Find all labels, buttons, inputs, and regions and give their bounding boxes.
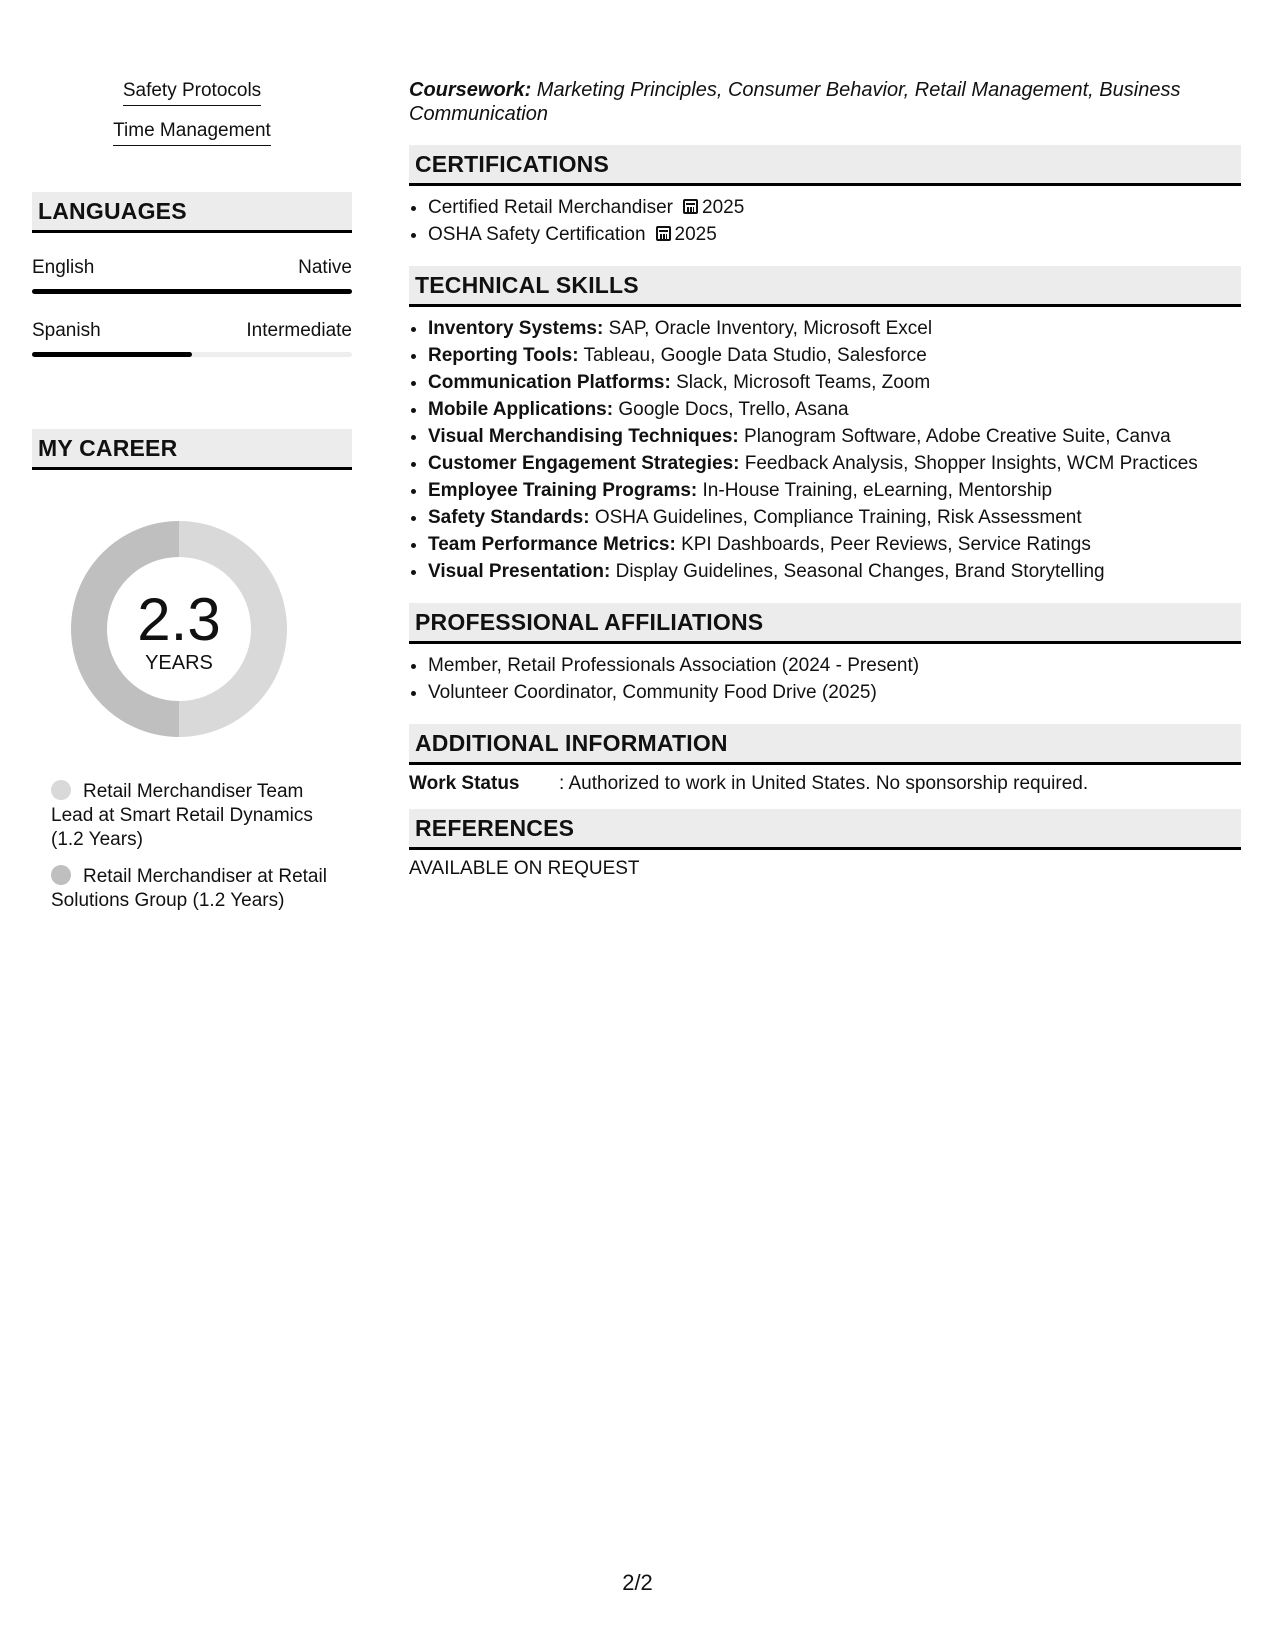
additional-info-heading: ADDITIONAL INFORMATION: [409, 724, 1241, 765]
career-legend-item: [51, 780, 341, 852]
career-total-years: 2.3: [137, 586, 221, 653]
skill-label: Mobile Applications:: [428, 399, 614, 420]
technical-skill-item: [428, 558, 1241, 585]
skill-label: Communication Platforms:: [428, 372, 671, 393]
languages-list: [32, 257, 352, 357]
work-status-value: : Authorized to work in United States. No sponsorship required.: [559, 773, 1089, 794]
technical-skill-item: [428, 504, 1241, 531]
work-status-row: [409, 773, 1241, 795]
certifications-heading: CERTIFICATIONS: [409, 145, 1241, 186]
career-heading: MY CAREER: [32, 429, 352, 470]
calendar-icon: [683, 199, 698, 214]
career-legend-text: Retail Merchandiser at Retail Solutions Group (1.2 Years): [51, 866, 327, 911]
skill-label: Employee Training Programs:: [428, 480, 698, 501]
references-heading: REFERENCES: [409, 809, 1241, 850]
language-level: Intermediate: [246, 320, 352, 341]
language-proficiency-fill: [32, 289, 352, 294]
technical-skill-item: [428, 450, 1241, 477]
affiliation-item: • Member, Retail Professionals Association (2024 - Present): [428, 652, 1241, 679]
certifications-list: [409, 194, 1241, 248]
certification-name: Certified Retail Merchandiser: [428, 197, 673, 218]
certification-year: 2025: [702, 197, 745, 218]
skill-value: Feedback Analysis, Shopper Insights, WCM Practices: [739, 453, 1198, 474]
technical-skills-heading: TECHNICAL SKILLS: [409, 266, 1241, 307]
skill-value: OSHA Guidelines, Compliance Training, Risk Assessment: [589, 507, 1082, 528]
certification-year: 2025: [674, 224, 717, 245]
affiliation-item: • Volunteer Coordinator, Community Food Drive (2025): [428, 679, 1241, 706]
skill-label: Inventory Systems:: [428, 318, 604, 339]
coursework-text: Marketing Principles, Consumer Behavior, Retail Management, Business Communication: [409, 79, 1181, 125]
technical-skill-item: [428, 477, 1241, 504]
language-proficiency-fill: [32, 352, 192, 357]
certification-name: OSHA Safety Certification: [428, 224, 646, 245]
technical-skills-list: [409, 315, 1241, 585]
language-proficiency-bar: [32, 352, 352, 357]
skill-value: Planogram Software, Adobe Creative Suite, Canva: [738, 426, 1171, 447]
right-column: [409, 78, 1241, 880]
coursework: [409, 78, 1241, 126]
references-text: AVAILABLE ON REQUEST: [409, 858, 640, 879]
career-legend: [51, 780, 341, 913]
language-proficiency-bar: [32, 289, 352, 294]
skill-value: Tableau, Google Data Studio, Salesforce: [578, 345, 927, 366]
skill-label: Safety Standards:: [428, 507, 590, 528]
career-total-unit: YEARS: [145, 652, 213, 674]
languages-heading: LANGUAGES: [32, 192, 352, 233]
legend-dot-icon: [51, 865, 71, 885]
skill-tag: Time Management: [113, 120, 271, 146]
skill-value: Google Docs, Trello, Asana: [613, 399, 849, 420]
skill-label: Reporting Tools:: [428, 345, 579, 366]
career-donut-chart: [64, 514, 294, 744]
skill-label: Visual Merchandising Techniques:: [428, 426, 739, 447]
career-legend-text: Retail Merchandiser Team Lead at Smart Retail Dynamics (1.2 Years): [51, 781, 313, 850]
skill-value: SAP, Oracle Inventory, Microsoft Excel: [603, 318, 933, 339]
technical-skill-item: [428, 315, 1241, 342]
affiliations-heading: PROFESSIONAL AFFILIATIONS: [409, 603, 1241, 644]
legend-dot-icon: [51, 780, 71, 800]
coursework-label: Coursework:: [409, 79, 532, 101]
skill-label: Customer Engagement Strategies:: [428, 453, 740, 474]
work-status-key: Work Status: [409, 773, 520, 794]
technical-skill-item: [428, 531, 1241, 558]
language-row: [32, 320, 352, 342]
technical-skill-item: [428, 342, 1241, 369]
affiliations-list: [409, 652, 1241, 706]
skill-label: Team Performance Metrics:: [428, 534, 676, 555]
career-legend-item: [51, 865, 341, 913]
skill-value: Display Guidelines, Seasonal Changes, Brand Storytelling: [610, 561, 1105, 582]
language-row: [32, 257, 352, 279]
technical-skill-item: [428, 369, 1241, 396]
left-column: [32, 80, 352, 926]
certification-item: [428, 221, 1241, 248]
technical-skill-item: [428, 423, 1241, 450]
calendar-icon: [656, 226, 671, 241]
skill-tag: Safety Protocols: [123, 80, 261, 106]
donut-center: [64, 514, 294, 744]
language-level: Native: [298, 257, 352, 278]
technical-skill-item: [428, 396, 1241, 423]
skill-label: Visual Presentation:: [428, 561, 611, 582]
page-number: 2/2: [622, 1570, 653, 1595]
skill-value: Slack, Microsoft Teams, Zoom: [670, 372, 931, 393]
skill-value: KPI Dashboards, Peer Reviews, Service Ratings: [675, 534, 1091, 555]
language-name: English: [32, 257, 95, 278]
certification-item: [428, 194, 1241, 221]
language-name: Spanish: [32, 320, 101, 341]
skill-value: In-House Training, eLearning, Mentorship: [697, 480, 1053, 501]
